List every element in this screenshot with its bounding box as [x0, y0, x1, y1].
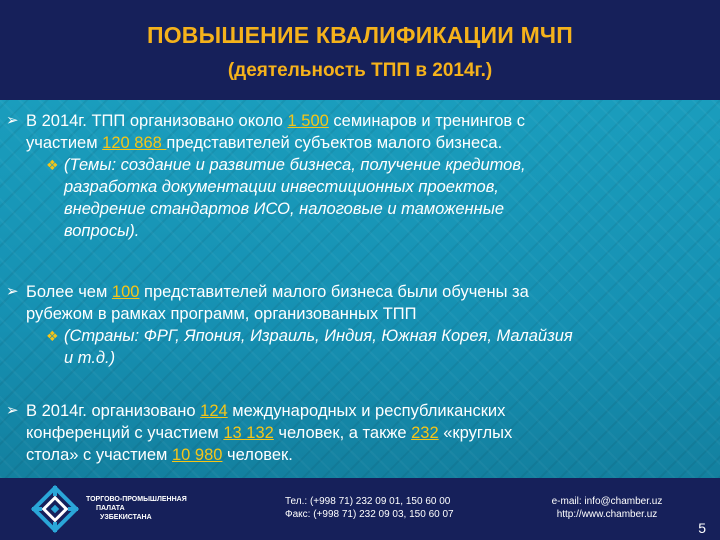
bullet-text: представителей субъектов малого бизнеса.	[166, 134, 503, 152]
slide-title: ПОВЫШЕНИЕ КВАЛИФИКАЦИИ МЧП	[146, 22, 574, 48]
bullet-line	[26, 444, 686, 466]
highlight-number: 1 500	[287, 112, 329, 130]
sub-bullet-line: разработка документации инвестиционных проектов,	[64, 178, 499, 196]
arrow-bullet-icon: ➢	[6, 402, 19, 419]
sub-bullet-line: внедрение стандартов ИСО, налоговые и таможенные	[64, 200, 505, 218]
phone-text: Тел.: (+998 71) 232 09 01, 150 60 00	[285, 496, 451, 507]
bullet-line	[26, 422, 686, 444]
highlight-number: 124	[200, 402, 228, 420]
bullet-text: семинаров и тренингов с	[328, 112, 525, 130]
sub-bullet-line: вопросы).	[64, 222, 140, 240]
bullet-line	[26, 281, 686, 303]
website-link[interactable]: http://www.chamber.uz	[556, 509, 658, 520]
bullet-text: В 2014г. ТПП организовано около	[26, 112, 288, 130]
bullet-item	[6, 110, 686, 242]
sub-bullet-line: (Темы: создание и развитие бизнеса, получение кредитов,	[64, 156, 526, 174]
contact-info	[285, 495, 454, 521]
diamond-bullet-icon: ❖	[46, 157, 59, 173]
bullet-text: конференций с участием	[26, 424, 224, 442]
arrow-bullet-icon: ➢	[6, 112, 19, 129]
bullet-item	[6, 281, 686, 369]
bullet-line	[26, 110, 686, 132]
highlight-number: 232	[411, 424, 439, 442]
bullet-text: «круглых	[438, 424, 513, 442]
bullet-text: рубежом в рамках программ, организованных ТПП	[26, 305, 417, 323]
bullet-line	[26, 303, 686, 325]
slide-content	[0, 100, 720, 478]
sub-bullet-line: и т.д.)	[64, 349, 116, 367]
bullet-text: Более чем	[26, 283, 112, 301]
bullet-line	[26, 132, 686, 154]
slide-footer	[0, 478, 720, 540]
bullet-text: человек, а также	[273, 424, 412, 442]
sub-bullet	[46, 154, 686, 242]
bullet-text: стола» с участием	[26, 446, 172, 464]
chamber-logo-text	[86, 495, 187, 522]
arrow-bullet-icon: ➢	[6, 283, 19, 300]
web-info	[522, 495, 692, 521]
logo-line: ПАЛАТА	[96, 505, 125, 512]
logo-line: ТОРГОВО-ПРОМЫШЛЕННАЯ	[86, 496, 187, 503]
logo-line: УЗБЕКИСТАНА	[100, 514, 152, 521]
bullet-text: В 2014г. организовано	[26, 402, 201, 420]
slide-subtitle: (деятельность ТПП в 2014г.)	[227, 60, 493, 81]
sub-bullet-line: (Страны: ФРГ, Япония, Израиль, Индия, Южная Корея, Малайзия	[64, 327, 573, 345]
bullet-text: участием	[26, 134, 103, 152]
bullet-line	[26, 400, 686, 422]
page-number: 5	[698, 520, 706, 536]
bullet-item	[6, 400, 686, 466]
fax-text: Факс: (+998 71) 232 09 03, 150 60 07	[285, 509, 454, 520]
highlight-number: 10 980	[172, 446, 223, 464]
highlight-number: 100	[111, 283, 140, 301]
sub-bullet	[46, 325, 686, 369]
diamond-bullet-icon: ❖	[46, 328, 59, 344]
highlight-number: 120 868	[102, 134, 167, 152]
slide-header	[0, 0, 720, 100]
bullet-text: представителей малого бизнеса были обучены за	[139, 283, 529, 301]
chamber-logo-icon	[30, 484, 80, 534]
bullet-text: человек.	[222, 446, 293, 464]
bullet-text: международных и республиканских	[227, 402, 506, 420]
highlight-number: 13 132	[223, 424, 274, 442]
email-link[interactable]: e-mail: info@chamber.uz	[551, 496, 663, 507]
